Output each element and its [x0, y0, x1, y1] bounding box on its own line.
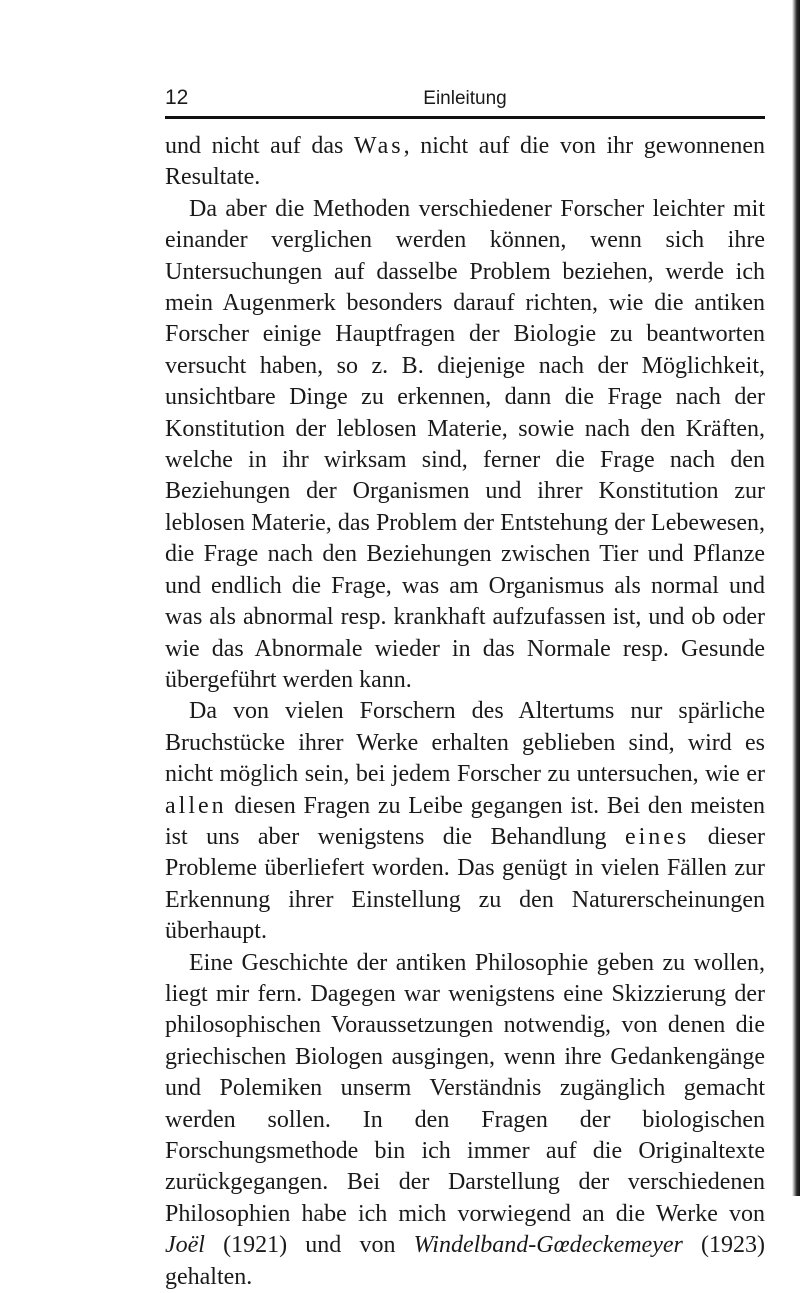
text-run: , nicht auf die von ihr gewonnenen Resultate. — [165, 133, 765, 191]
text-run: diesen Fragen zu Leibe gegangen ist. Bei den meisten ist uns aber wenigstens die Behandlung — [165, 792, 765, 850]
text-run: (1921) und von — [204, 1232, 414, 1259]
paragraph — [165, 948, 765, 1293]
text-run: und nicht auf das — [165, 133, 354, 159]
running-head — [165, 86, 765, 116]
page-edge-shadow — [792, 0, 800, 1196]
emphasized-word: Was — [353, 133, 404, 159]
cited-author: Windelband-Gœdeckemeyer — [413, 1232, 683, 1259]
paragraph — [165, 194, 765, 697]
text-run: Da aber die Methoden verschiedener Forscher leichter mit einander verglichen werden können, wenn sich ihre Untersuchungen auf dasselbe Problem beziehen, werde ich mein Augenmerk besonders darauf richten, wie die antiken Forscher einige Hauptfragen der Biologie zu beantworten versucht haben, so z. B. diejenige nach der Möglichkeit, unsichtbare Dinge zu erkennen, dann die Frage nach der Konstitution der leblosen Materie, sowie nach den Kräften, welche in ihr wirksam sind, ferner die Frage nach den Beziehungen der Organismen und ihrer Konstitution zur leblosen Materie, das Problem der Entstehung der Lebewesen, die Frage nach den Beziehungen zwischen Tier und Pflanze und endlich die Frage, was am Organismus als normal und was als abnormal resp. krankhaft aufzufassen ist, und ob oder wie das Abnormale wieder in das Normale resp. Gesunde übergeführt werden kann. — [165, 195, 765, 693]
text-run: Eine Geschichte der antiken Philosophie geben zu wollen, liegt mir fern. Dagegen war wenigstens eine Skizzierung der philosophischen Voraussetzungen notwendig, von denen die griechischen Biologen ausgingen, wenn ihre Gedankengänge und Polemiken unserm Verständnis zugänglich gemacht werden sollen. In den Fragen der biologischen Forschungsmethode bin ich immer auf die Originaltexte zurückgegangen. Bei der Darstellung der verschiedenen Philosophien habe ich mich vorwiegend an die Werke von — [165, 949, 765, 1227]
header-rule — [165, 116, 765, 119]
body-text — [165, 131, 765, 1293]
page-number: 12 — [165, 86, 189, 109]
section-title: Einleitung — [423, 88, 507, 109]
text-run: dieser Probleme überliefert worden. Das genügt in vielen Fällen zur Erkennung ihrer Einstellung zu den Naturerscheinungen überhaupt. — [165, 823, 765, 945]
text-run: Da von vielen Forschern des Altertums nur spärliche Bruchstücke ihrer Werke erhalten geblieben sind, wird es nicht möglich sein, bei jedem Forscher zu untersuchen, wie er — [165, 698, 765, 788]
text-run: (1923) gehalten. — [165, 1232, 766, 1290]
paragraph — [165, 696, 765, 947]
paragraph — [165, 131, 765, 194]
book-page — [165, 86, 765, 1293]
cited-author: Joël — [165, 1232, 205, 1259]
emphasized-word: eines — [624, 823, 690, 850]
emphasized-word: allen — [165, 792, 227, 819]
